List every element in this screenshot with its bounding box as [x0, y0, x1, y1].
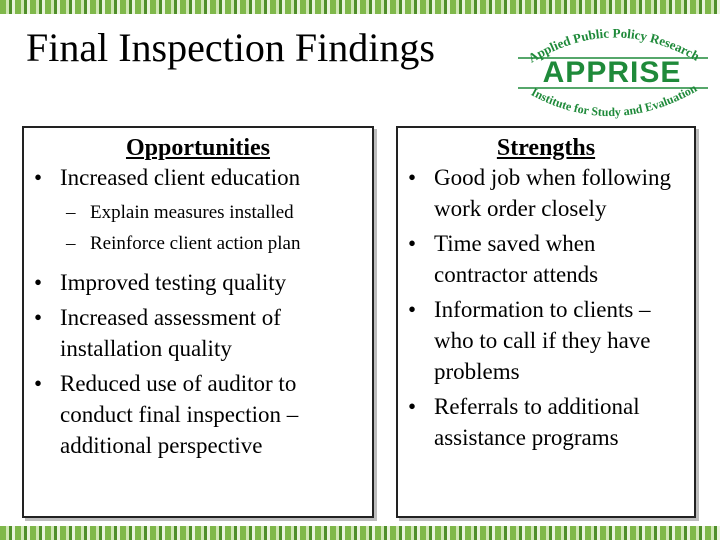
- logo-bottom-text: Institute for Study and Evaluation: [528, 80, 700, 120]
- list-item: • Information to clients – who to call if they have problems: [398, 294, 694, 387]
- logo-main-text: APPRISE: [542, 56, 682, 89]
- opportunities-heading: Opportunities: [125, 135, 271, 161]
- apprise-logo-graphic: [512, 22, 712, 122]
- bottom-decorative-border: [0, 526, 720, 540]
- apprise-logo: [512, 22, 712, 122]
- strengths-list: [398, 162, 694, 453]
- sub-list-item: – Explain measures installed: [24, 197, 372, 228]
- strengths-panel: [396, 126, 696, 518]
- logo-top-text: Applied Public Policy Research: [525, 25, 703, 66]
- opportunities-panel: [22, 126, 374, 518]
- list-item: • Reduced use of auditor to conduct final inspection – additional perspective: [24, 368, 372, 461]
- sub-list-item: – Reinforce client action plan: [24, 228, 372, 259]
- list-item: • Referrals to additional assistance programs: [398, 391, 694, 453]
- list-item: • Improved testing quality: [24, 267, 372, 298]
- top-decorative-border: [0, 0, 720, 14]
- list-item: • Increased assessment of installation quality: [24, 302, 372, 364]
- list-item: • Good job when following work order closely: [398, 162, 694, 224]
- list-item: • Increased client education: [24, 162, 372, 193]
- strengths-heading: Strengths: [496, 135, 596, 161]
- slide-title: Final Inspection Findings: [26, 25, 435, 70]
- opportunities-list: [24, 162, 372, 461]
- list-item: • Time saved when contractor attends: [398, 228, 694, 290]
